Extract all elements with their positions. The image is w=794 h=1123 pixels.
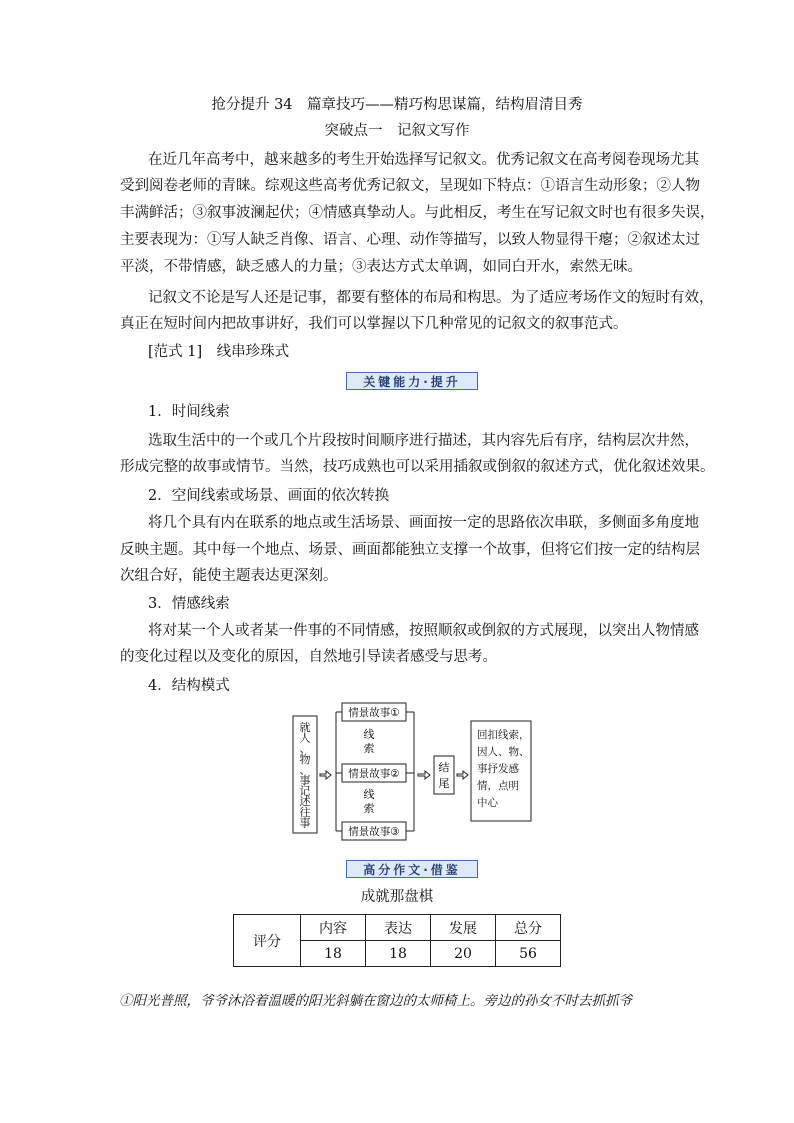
scene-story-2: 情景故事②: [348, 768, 400, 780]
section-line: 次组合好，能使主题表达更深刻。: [120, 568, 338, 584]
clue-label-1: 线索: [363, 728, 375, 755]
score-header: 表达: [366, 915, 431, 941]
score-value: 18: [301, 941, 366, 967]
clue-label-2: 线索: [363, 788, 375, 815]
score-header: 总分: [496, 915, 561, 941]
score-value: 20: [431, 941, 496, 967]
section-line: 的变化过程以及变化的原因，自然地引导读者感受与思考。: [120, 649, 497, 665]
intro2-line: 真正在短时间内把故事讲好，我们可以掌握以下几种常见的记叙文的叙事范式。: [120, 316, 628, 332]
essay-title: 成就那盘棋: [360, 889, 434, 905]
scene-story-3: 情景故事③: [348, 826, 400, 838]
intro2-line: 记叙文不论是写人还是记事，都要有整体的布局和构思。为了适应考场作文的短时有效，: [148, 290, 714, 306]
high-score-banner: 高分作文·借鉴: [346, 860, 478, 878]
end-box-text: 结尾: [438, 761, 450, 790]
section-line: 将对某一个人或者某一件事的不同情感，按照顺叙或倒叙的方式展现，以突出人物情感: [148, 623, 699, 639]
intro-line: 丰满鲜活；③叙事波澜起伏；④情感真挚动人。与此相反，考生在写记叙文时也有很多失误，: [120, 205, 715, 221]
score-value: 18: [366, 941, 431, 967]
section-title: 2．空间线索或场景、画面的依次转换: [148, 488, 390, 504]
score-value: 56: [496, 941, 561, 967]
section-line: 将几个具有内在联系的地点或生活场景、画面按一定的思路依次串联，多侧面多角度地: [148, 515, 699, 531]
intro-line: 受到阅卷老师的青睐。综观这些高考优秀记叙文，呈现如下特点：①语言生动形象；②人物: [120, 178, 700, 194]
intro-line: 主要表现为：①写人缺乏肖像、语言、心理、动作等描写，以致人物显得干瘪；②叙述太过: [120, 232, 700, 248]
score-header: 发展: [431, 915, 496, 941]
essay-first-line: ①阳光普照，爷爷沐浴着温暖的阳光斜躺在窗边的太师椅上。旁边的孙女不时去抓抓爷: [119, 993, 632, 1009]
narrative-source-text: 就人、物、事记述往事: [299, 721, 311, 830]
score-row-label: 评分: [234, 915, 301, 967]
score-table: [233, 914, 561, 967]
arrow-icon: [457, 771, 468, 779]
page-title: 抢分提升 34 篇章技巧——精巧构思谋篇，结构眉清目秀: [211, 97, 583, 113]
page-subtitle: 突破点一 记叙文写作: [324, 123, 470, 139]
section-title: 3．情感线索: [148, 596, 230, 612]
key-ability-banner: 关键能力·提升: [346, 372, 478, 390]
section-title: 1．时间线索: [148, 404, 230, 420]
conclusion-text: 回扣线索，因人、物、事抒发感情，点明中心: [477, 729, 530, 809]
pattern-label: [范式 1] 线串珍珠式: [148, 344, 290, 360]
structure-diagram: [292, 700, 538, 842]
scene-story-1: 情景故事①: [348, 707, 400, 719]
arrow-icon: [418, 771, 430, 779]
intro-line: 在近几年高考中，越来越多的考生开始选择写记叙文。优秀记叙文在高考阅卷现场尤其: [148, 152, 699, 168]
score-header: 内容: [301, 915, 366, 941]
section-line: 选取生活中的一个或几个片段按时间顺序进行描述，其内容先后有序，结构层次井然，: [148, 433, 699, 449]
section-line: 形成完整的故事或情节。当然，技巧成熟也可以采用插叙或倒叙的叙述方式，优化叙述效果。: [120, 459, 715, 475]
section-title: 4．结构模式: [148, 678, 230, 694]
arrow-icon: [320, 771, 331, 779]
intro-line: 平淡，不带情感，缺乏感人的力量；③表达方式太单调，如同白开水，索然无味。: [120, 259, 642, 275]
section-line: 反映主题。其中每一个地点、场景、画面都能独立支撑一个故事，但将它们按一定的结构层: [120, 542, 700, 558]
